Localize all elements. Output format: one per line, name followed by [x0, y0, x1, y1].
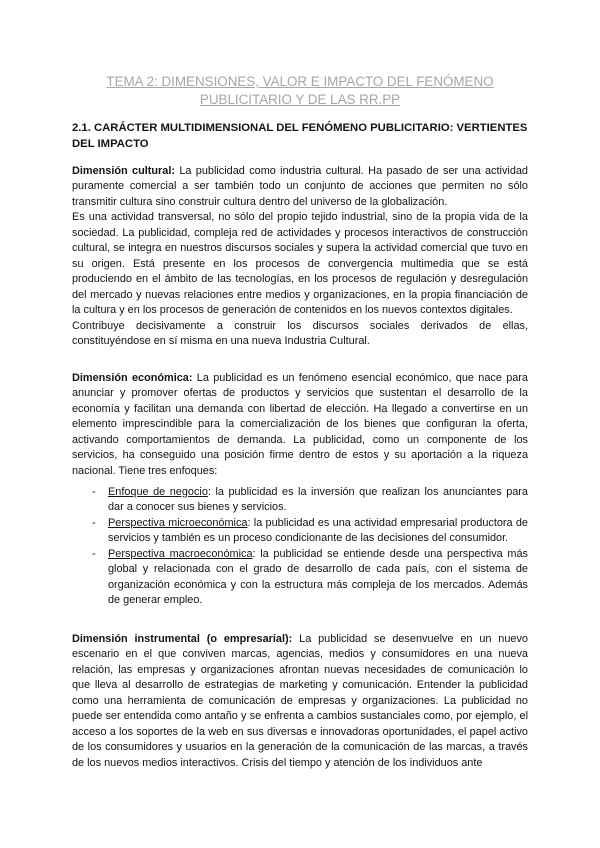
cultural-paragraph-3: Contribuye decisivamente a construir los discursos sociales derivados de ellas, constituyéndose en sí misma en una nueva Industria Cultural.	[72, 319, 528, 347]
title-line-1: TEMA 2: DIMENSIONES, VALOR E IMPACTO DEL FENÓMENO	[106, 74, 494, 89]
section-heading: 2.1. CARÁCTER MULTIDIMENSIONAL DEL FENÓMENO PUBLICITARIO: VERTIENTES DEL IMPACTO	[72, 122, 528, 150]
economica-paragraph	[72, 371, 528, 479]
economica-text: La publicidad es un fenómeno esencial económico, que nace para anunciar y promover ofertas de productos y servicios que sustentan el desarrollo de la economía y facilitan una demanda con libertad de elección. Ha llegado a convertirse en un elemento imprescindible para la comercialización de los bienes que configuran la oferta, activando comportamientos de demanda. La publicidad, como un componente de los servicios, ha conseguido una posición firme dentro de estos y su aportación a la riqueza nacional. Tiene tres enfoques:	[72, 372, 528, 477]
title-line-2: PUBLICITARIO Y DE LAS RR.PP	[199, 92, 401, 107]
cultural-text-1: La publicidad como industria cultural. Ha pasado de ser una actividad puramente comercial a ser también todo un conjunto de acciones que permiten no sólo transmitir cultura sino construir cultura dentro del universo de la globalización.	[72, 165, 528, 208]
instrumental-text: La publicidad se desenvuelve en un nuevo escenario en el que conviven marcas, agencias, medios y consumidores en una nueva relación, las empresas y organizaciones afrontan nuevas necesidades de comunicación lo que lleva al desarrollo de estrategias de marketing y comunicación. Entender la publicidad como una herramienta de comunicación de empresas y organizaciones. La publicidad no puede ser entendida como antaño y se enfrenta a cambios sustanciales como, por ejemplo, el acceso a los soportes de la web en sus diversas e innovadoras oportunidades, el papel activo de los consumidores y usuarios en la generación de la comunicación de las marcas, a través de los nuevos medios interactivos. Crisis del tiempo y atención de los individuos ante	[72, 633, 528, 769]
enfoque-desc: : la publicidad es la inversión que realizan los anunciantes para dar a conocer sus bienes y servicios.	[108, 486, 528, 514]
cultural-paragraph-2: Es una actividad transversal, no sólo del propio tejido industrial, sino de la propia vida de la sociedad. La publicidad, compleja red de actividades y procesos interactivos de construcción cultural, se integra en nuestros discursos sociales y supera la actividad comercial que tuvo en su origen. Está presente en los procesos de convergencia multimedia que se está produciendo en el ámbito de las tecnologías, en los procesos de regulación y desregulación del mercado y nuevas relaciones entre medios y organizaciones, en la propia financiación de la cultura y en los procesos de generación de contenidos en los nuevos contextos digitales.	[72, 211, 528, 317]
enfoque-item	[72, 485, 528, 516]
document-title	[72, 73, 528, 109]
enfoques-list	[72, 485, 528, 609]
enfoque-term: Enfoque de negocio	[108, 486, 208, 498]
economica-label: Dimensión económica:	[72, 372, 193, 384]
economica-section	[72, 371, 528, 479]
cultural-section	[72, 164, 528, 349]
enfoque-term: Perspectiva microeconómica	[108, 516, 248, 529]
instrumental-section	[72, 632, 528, 771]
instrumental-label: Dimensión instrumental (o empresarial):	[72, 633, 293, 645]
enfoque-desc: : la publicidad se entiende desde una perspectiva más global y relacionada con el grado de desarrollo de cada país, con el sistema de organización económica y con la estructura más compleja de los mercados. Además de generar empleo.	[108, 547, 528, 607]
enfoque-item	[72, 516, 528, 547]
instrumental-paragraph	[72, 632, 528, 771]
enfoque-term: Perspectiva macroeconómica	[108, 547, 253, 560]
enfoque-item	[72, 547, 528, 609]
enfoque-desc: : la publicidad es una actividad empresarial productora de servicios y también es un proceso condicionante de las decisiones del consumidor.	[108, 516, 528, 545]
enfoques-list-wrapper	[72, 485, 528, 609]
cultural-label: Dimensión cultural:	[72, 165, 175, 177]
cultural-paragraph-1	[72, 164, 528, 210]
